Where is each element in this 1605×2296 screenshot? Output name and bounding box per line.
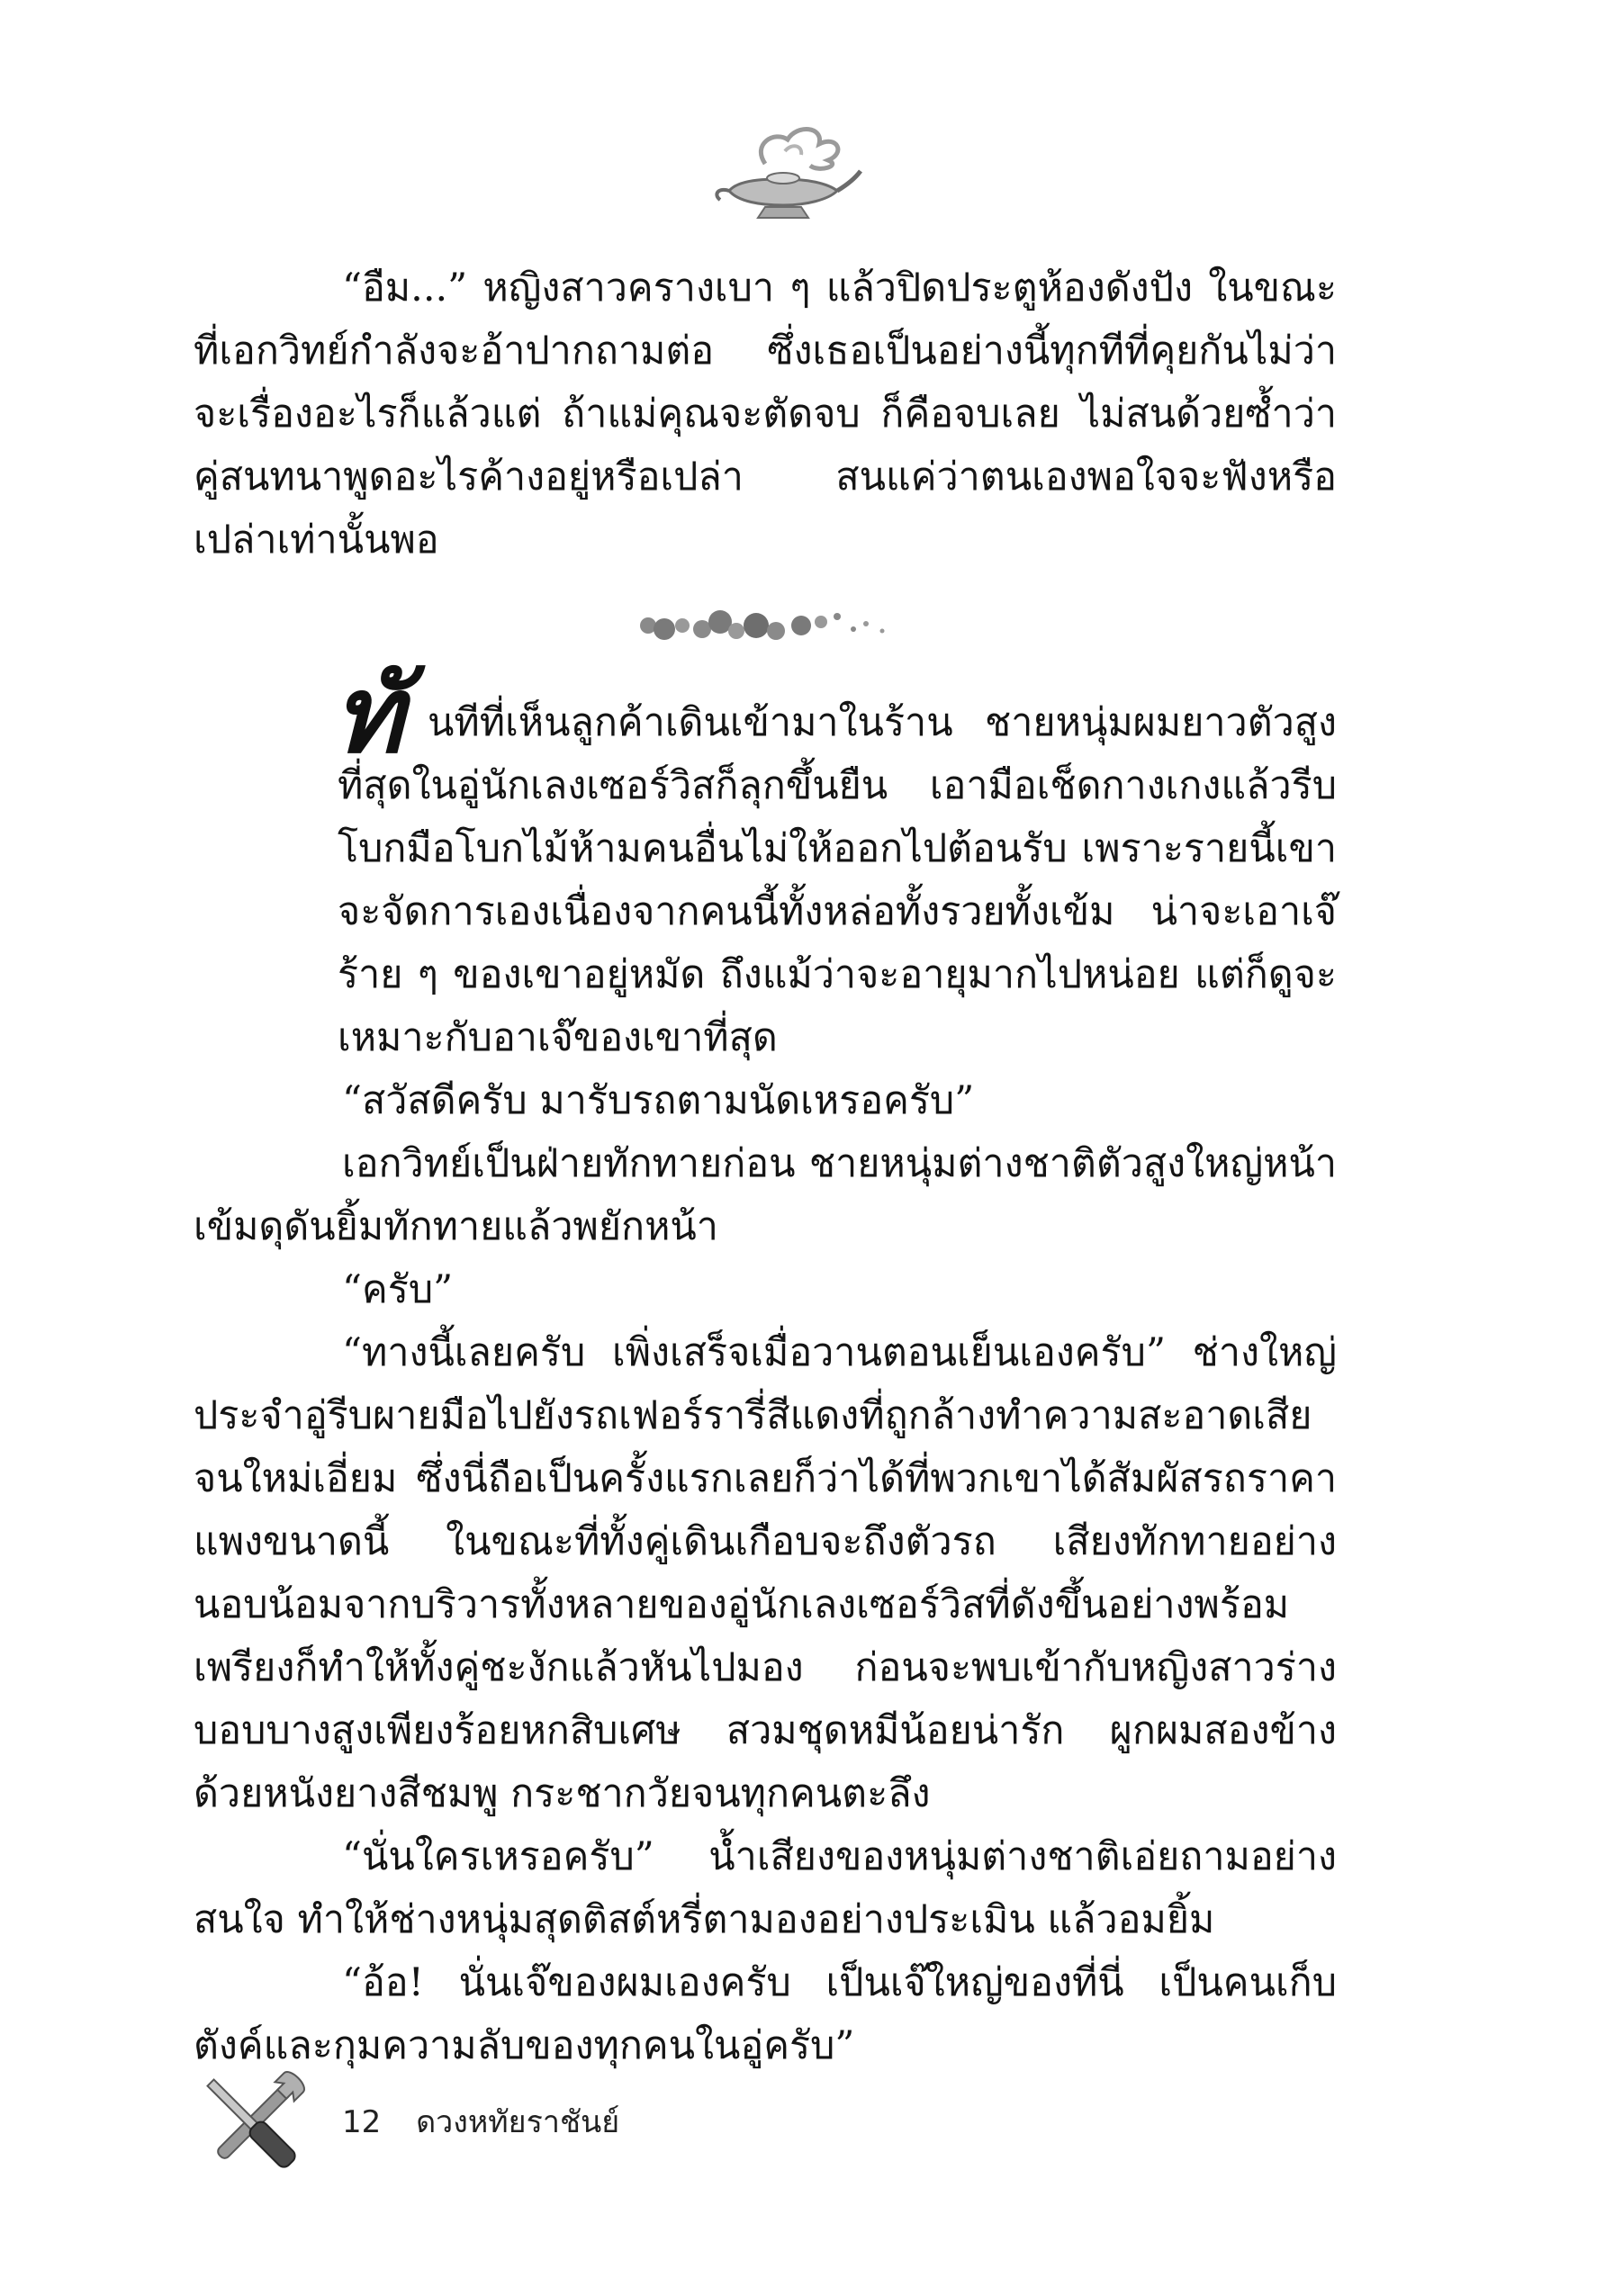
paragraph: “ทางนี้เลยครับ เพิ่งเสร็จเมื่อวานตอนเย็นเองครับ” ช่างใหญ่ประจำอู่รีบผายมือไปยังรถเฟอร์รารี่สีแดงที่ถูกล้างทำความสะอาดเสียจนใหม่เอี่ยม ซึ่งนี่ถือเป็นครั้งแรกเลยก็ว่าได้ที่พวกเขาได้สัมผัสรถราคาแพงขนาดนี้ ในขณะที่ทั้งคู่เดินเกือบจะถึงตัวรถ เสียงทักทายอย่างนอบน้อมจากบริวารทั้งหลายของอู่นักเลงเซอร์วิสที่ดังขึ้นอย่างพร้อมเพรียงก็ทำให้ทั้งคู่ชะงักแล้วหันไปมอง ก่อนจะพบเข้ากับหญิงสาวร่างบอบบางสูงเพียงร้อยหกสิบเศษ สวมชุดหมีน้อยน่ารัก ผูกผมสองข้างด้วยหนังยางสีชมพู กระชากวัยจนทุกคนตะลึง [194,1330,1337,1816]
page-footer [342,2097,619,2146]
page-number: 12 [342,2104,382,2140]
paragraph: “อ้อ! นั่นเจ๊ของผมเองครับ เป็นเจ๊ใหญ่ของที่นี่ เป็นคนเก็บตังค์และกุมความลับของทุกคนในอู่ครับ” [194,1960,1337,2068]
text-section-2 [194,652,1337,2077]
wrench-screwdriver-icon [185,2057,320,2192]
paragraph: “สวัสดีครับ มารับรถตามนัดเหรอครับ” [342,1078,975,1123]
book-title: ดวงหทัยราชันย์ [416,2104,620,2140]
drop-cap: ทั [333,652,403,777]
magic-lamp-icon [702,108,864,234]
paragraph: “อืม...” หญิงสาวครางเบา ๆ แล้วปิดประตูห้องดังปัง ในขณะที่เอกวิทย์กำลังจะอ้าปากถามต่อ ซึ่งเธอเป็นอย่างนี้ทุกทีที่คุยกันไม่ว่าจะเรื่องอะไรก็แล้วแต่ ถ้าแม่คุณจะตัดจบ ก็คือจบเลย ไม่สนด้วยซ้ำว่าคู่สนทนาพูดอะไรค้างอยู่หรือเปล่า สนแค่ว่าตนเองพอใจจะฟังหรือเปล่าเท่านั้นพอ [194,266,1337,563]
paragraph: “ครับ” [342,1267,454,1312]
ink-splatter-ornament [621,590,891,657]
opening-paragraph-text: นทีที่เห็นลูกค้าเดินเข้ามาในร้าน ชายหนุ่มผมยาวตัวสูงที่สุดในอู่นักเลงเซอร์วิสก็ลุกขึ้นยืน เอามือเช็ดกางเกงแล้วรีบโบกมือโบกไม้ห้ามคนอื่นไม่ให้ออกไปต้อนรับ เพราะรายนี้เขาจะจัดการเองเนื่องจากคนนี้ทั้งหล่อทั้งรวยทั้งเข้ม น่าจะเอาเจ๊ร้าย ๆ ของเขาอยู่หมัด ถึงแม้ว่าจะอายุมากไปหน่อย แต่ก็ดูจะเหมาะกับอาเจ๊ของเขาที่สุด [338,700,1337,1060]
paragraph: เอกวิทย์เป็นฝ่ายทักทายก่อน ชายหนุ่มต่างชาติตัวสูงใหญ่หน้าเข้มดุดันยิ้มทักทายแล้วพยักหน้า [194,1141,1337,1249]
text-section-1 [194,257,1337,572]
opening-paragraph [194,652,1337,1069]
paragraph: “นั่นใครเหรอครับ” น้ำเสียงของหนุ่มต่างชาติเอ่ยถามอย่างสนใจ ทำให้ช่างหนุ่มสุดติสต์หรี่ตามองอย่างประเมิน แล้วอมยิ้ม [194,1834,1337,1942]
